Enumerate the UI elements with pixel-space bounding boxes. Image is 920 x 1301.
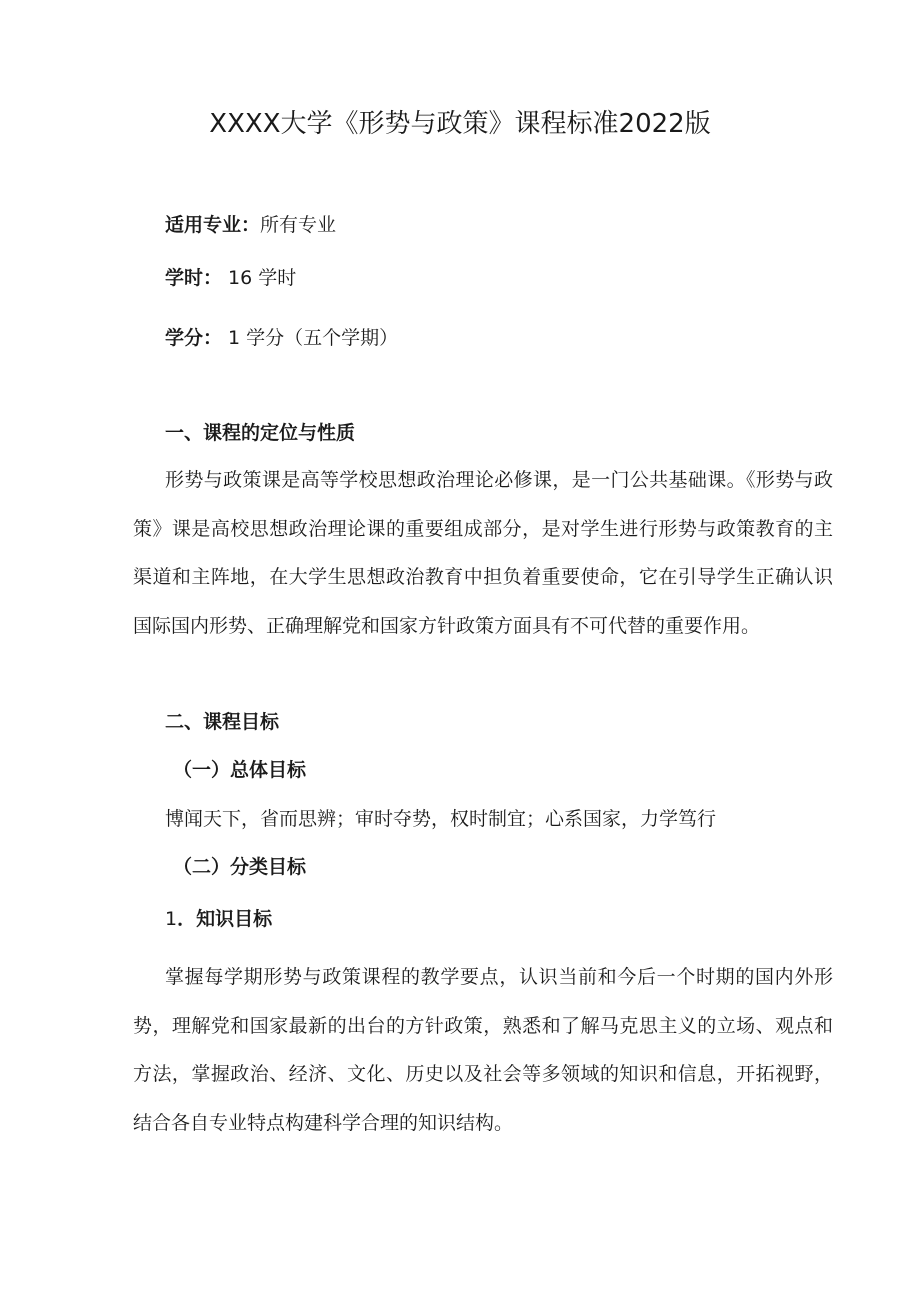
meta-major-value: 所有专业 — [260, 214, 337, 236]
item1-paragraph: 掌握每学期形势与政策课程的教学要点，认识当前和今后一个时期的国内外形势，理解党和国家最新的出台的方针政策，熟悉和了解马克思主义的立场、观点和方法，掌握政治、经济、文化、历史以及社会等多领域的知识和信息，开拓视野，结合各自专业特点构建科学合理的知识结构。 — [133, 966, 833, 1134]
meta-major — [165, 211, 336, 239]
sub1-text: 博闻天下，省而思辨；审时夺势，权时制宜；心系国家，力学笃行 — [165, 808, 717, 830]
document-title: XXXX大学《形势与政策》课程标准2022版 — [209, 109, 711, 139]
item1-heading — [165, 905, 272, 933]
meta-credits-value: 1 学分（五个学期） — [222, 327, 399, 349]
section1-paragraph: 形势与政策课是高等学校思想政治理论必修课，是一门公共基础课。《形势与政策》课是高校思想政治理论课的重要组成部分，是对学生进行形势与政策教育的主渠道和主阵地，在大学生思想政治教育中担负着重要使命，它在引导学生正确认识国际国内形势、正确理解党和国家方针政策方面具有不可代替的重要作用。 — [133, 469, 833, 637]
meta-hours-label: 学时： — [165, 267, 223, 289]
section1-heading: 一、课程的定位与性质 — [165, 422, 356, 444]
meta-hours-value: 16 学时 — [222, 267, 297, 289]
meta-credits — [165, 324, 398, 352]
meta-major-label: 适用专业： — [165, 214, 261, 236]
section2-heading: 二、课程目标 — [165, 711, 280, 733]
sub1-heading: （一）总体目标 — [173, 759, 307, 781]
meta-hours — [165, 264, 296, 292]
meta-credits-label: 学分： — [165, 327, 223, 349]
item1-title: ．知识目标 — [177, 908, 273, 930]
sub2-heading: （二）分类目标 — [173, 856, 307, 878]
item1-number: 1 — [165, 908, 178, 930]
